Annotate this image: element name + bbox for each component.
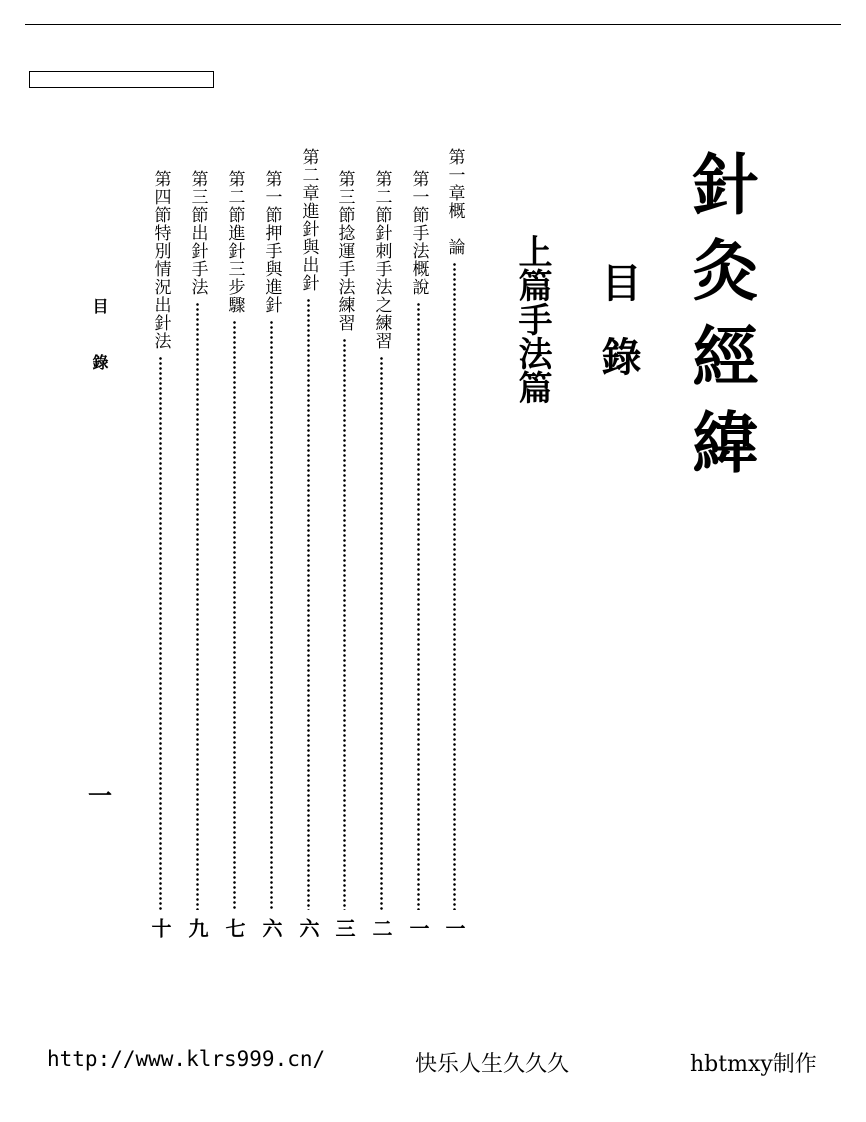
- dot-leader: [417, 302, 420, 910]
- dot-leader: [343, 338, 346, 910]
- toc-entry-section[interactable]: [222, 170, 246, 938]
- toc-entry-section[interactable]: [185, 170, 209, 938]
- toc-entry-title: 進針三步驟: [224, 224, 245, 314]
- toc-entry-label: [446, 148, 463, 256]
- top-rule: [25, 24, 841, 25]
- toc-entry-section[interactable]: [332, 170, 356, 938]
- toc-entry-page: 九: [185, 918, 209, 938]
- toc-entry-number: 第二節: [371, 170, 392, 224]
- dot-leader: [159, 356, 162, 910]
- dot-leader: [307, 298, 310, 910]
- toc-entry-page: 一: [406, 918, 430, 938]
- toc-entry-page: 六: [296, 918, 320, 938]
- dot-leader: [196, 302, 199, 910]
- toc-entry-label: [152, 170, 169, 350]
- toc-entry-label: [410, 170, 427, 296]
- page-number: 一: [88, 781, 112, 810]
- dot-leader: [270, 320, 273, 910]
- toc-entry-title: 捻運手法練習: [334, 224, 355, 332]
- toc-entry-page: 十: [148, 918, 172, 938]
- toc-heading: 目錄: [595, 262, 641, 410]
- part-name: 手法篇: [512, 302, 552, 404]
- footer-url-link[interactable]: http://www.klrs999.cn/: [47, 1047, 326, 1071]
- toc-entry-chapter-2[interactable]: [296, 148, 320, 938]
- toc-entry-title: 出針手法: [187, 224, 208, 296]
- toc-entry-page: 六: [259, 918, 283, 938]
- dot-leader: [380, 356, 383, 910]
- toc-entry-section[interactable]: [259, 170, 283, 938]
- toc-entry-label: [373, 170, 390, 350]
- toc-entry-number: 第二章: [298, 148, 319, 202]
- dot-leader: [233, 320, 236, 910]
- toc-entry-section[interactable]: [406, 170, 430, 938]
- toc-entry-number: 第一章: [444, 148, 465, 202]
- toc-entry-page: 七: [222, 918, 246, 938]
- toc-entry-label: [226, 170, 243, 314]
- running-head: 目錄: [90, 298, 109, 410]
- toc-entry-number: 第三節: [334, 170, 355, 224]
- toc-entry-label: [336, 170, 353, 332]
- footer-slogan: 快乐人生久久久: [415, 1052, 570, 1077]
- toc-entry-number: 第四節: [150, 170, 171, 224]
- dot-leader: [453, 262, 456, 910]
- toc-entry-number: 第一節: [408, 170, 429, 224]
- toc-entry-number: 第二節: [224, 170, 245, 224]
- header-box: [29, 71, 214, 88]
- toc-entry-chapter-1[interactable]: [442, 148, 466, 938]
- toc-entry-title: 特別情況出針法: [150, 224, 171, 350]
- toc-entry-section[interactable]: [369, 170, 393, 938]
- toc-entry-section[interactable]: [148, 170, 172, 938]
- toc-entry-page: 三: [332, 918, 356, 938]
- toc-entry-title: 針刺手法之練習: [371, 224, 392, 350]
- toc-entry-title: 手法概說: [408, 224, 429, 296]
- toc-entry-number: 第一節: [261, 170, 282, 224]
- toc-entry-page: 一: [442, 918, 466, 938]
- toc-entry-number: 第三節: [187, 170, 208, 224]
- toc-entry-title: 進針與出針: [298, 202, 319, 292]
- toc-entry-label: [189, 170, 206, 296]
- toc-entry-page: 二: [369, 918, 393, 938]
- toc-entry-title: 押手與進針: [261, 224, 282, 314]
- toc-entry-title: 概 論: [444, 202, 465, 256]
- book-title: 針灸經緯: [681, 150, 758, 494]
- part-label: 上篇: [512, 234, 552, 302]
- footer-maker: hbtmxy制作: [690, 1052, 817, 1077]
- part-title: [512, 234, 552, 404]
- toc-entry-label: [263, 170, 280, 314]
- toc-entry-label: [300, 148, 317, 292]
